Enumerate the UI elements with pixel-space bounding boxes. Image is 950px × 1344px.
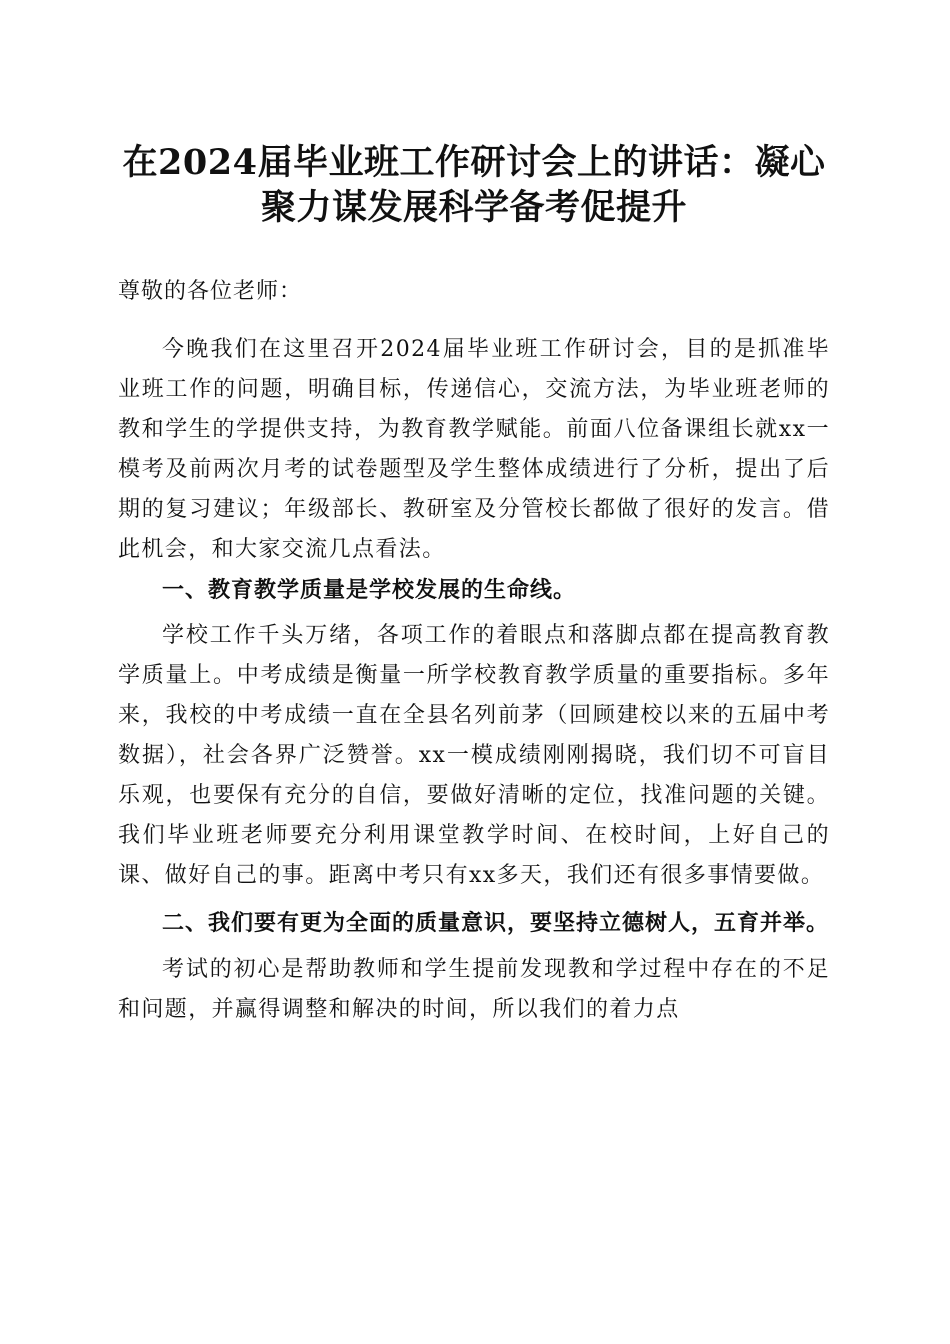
document-title xyxy=(118,140,830,230)
section-heading-2: 二、我们要有更为全面的质量意识，要坚持立德树人，五育并举。 xyxy=(162,911,830,936)
document-page xyxy=(118,140,830,1030)
paragraph-section-1: 学校工作千头万绪，各项工作的着眼点和落脚点都在提高教育教学质量上。中考成绩是衡量一所学校教育教学质量的重要指标。多年来，我校的中考成绩一直在全县名列前茅（回顾建校以来的五届中考数据），社会各界广泛赞誉。xx一模成绩刚刚揭晓，我们切不可盲目乐观，也要保有充分的自信，要做好清晰的定位，找准问题的关键。我们毕业班老师要充分利用课堂教学时间、在校时间，上好自己的课、做好自己的事。距离中考只有xx多天，我们还有很多事情要做。 xyxy=(118,623,830,888)
title-line-1: 在2024届毕业班工作研讨会上的讲话：凝心 xyxy=(122,142,826,183)
section-heading-1: 一、教育教学质量是学校发展的生命线。 xyxy=(162,578,577,603)
paragraph-intro: 今晚我们在这里召开2024届毕业班工作研讨会，目的是抓准毕业班工作的问题，明确目标，传递信心，交流方法，为毕业班老师的教和学生的学提供支持，为教育教学赋能。前面八位备课组长就xx一模考及前两次月考的试卷题型及学生整体成绩进行了分析，提出了后期的复习建议；年级部长、教研室及分管校长都做了很好的发言。借此机会，和大家交流几点看法。 xyxy=(118,337,830,562)
title-line-2: 聚力谋发展科学备考促提升 xyxy=(260,187,687,228)
paragraph-section-2: 考试的初心是帮助教师和学生提前发现教和学过程中存在的不足和问题，并赢得调整和解决的时间，所以我们的着力点 xyxy=(118,957,830,1022)
salutation: 尊敬的各位老师： xyxy=(118,279,303,304)
